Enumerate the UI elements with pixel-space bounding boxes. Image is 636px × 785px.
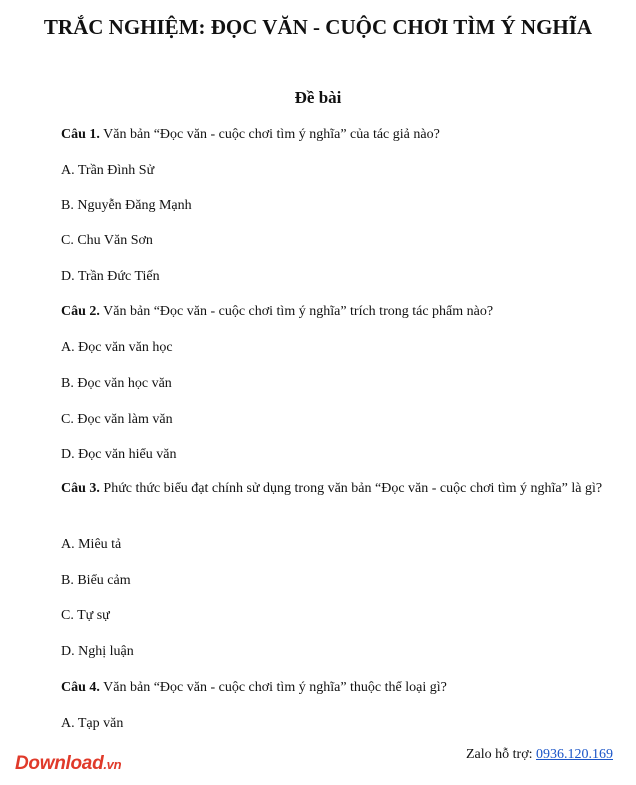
question-2-option-d: D. Đọc văn hiểu văn: [61, 447, 177, 462]
question-2-option-c: C. Đọc văn làm văn: [61, 412, 173, 427]
question-3-option-b: B. Biểu cảm: [61, 573, 131, 588]
question-label: Câu 4.: [61, 680, 100, 695]
question-label: Câu 3.: [61, 481, 100, 496]
zalo-support: [466, 746, 613, 764]
support-phone-link[interactable]: 0936.120.169: [536, 747, 613, 762]
question-label: Câu 2.: [61, 304, 100, 319]
support-label: Zalo hỗ trợ:: [466, 747, 536, 762]
question-2-option-a: A. Đọc văn văn học: [61, 340, 173, 355]
logo-tld-text: .vn: [103, 757, 122, 772]
question-2: [61, 303, 611, 321]
document-title: TRẮC NGHIỆM: ĐỌC VĂN - CUỘC CHƠI TÌM Ý NGHĨA: [43, 15, 593, 39]
question-3-option-c: C. Tự sự: [61, 608, 110, 623]
logo-main-text: Download: [15, 753, 104, 774]
question-1-option-d: D. Trần Đức Tiến: [61, 269, 160, 284]
download-vn-logo[interactable]: [15, 752, 121, 777]
question-3-option-a: A. Miêu tả: [61, 537, 122, 552]
question-4-option-a: A. Tạp văn: [61, 716, 124, 731]
question-text: Văn bản “Đọc văn - cuộc chơi tìm ý nghĩa” thuộc thể loại gì?: [99, 680, 447, 695]
question-1-option-a: A. Trần Đình Sử: [61, 163, 155, 178]
question-3: [61, 474, 611, 504]
question-2-option-b: B. Đọc văn học văn: [61, 376, 172, 391]
question-3-option-d: D. Nghị luận: [61, 644, 134, 659]
question-label: Câu 1.: [61, 127, 100, 142]
question-1: [61, 126, 611, 144]
question-4: [61, 679, 611, 697]
question-text: Phức thức biểu đạt chính sử dụng trong văn bản “Đọc văn - cuộc chơi tìm ý nghĩa” là gì?: [99, 481, 603, 496]
document-subtitle: Đề bài: [294, 88, 342, 107]
question-text: Văn bản “Đọc văn - cuộc chơi tìm ý nghĩa” trích trong tác phẩm nào?: [99, 304, 494, 319]
question-1-option-c: C. Chu Văn Sơn: [61, 233, 153, 248]
question-text: Văn bản “Đọc văn - cuộc chơi tìm ý nghĩa” của tác giả nào?: [99, 127, 440, 142]
question-1-option-b: B. Nguyễn Đăng Mạnh: [61, 198, 192, 213]
